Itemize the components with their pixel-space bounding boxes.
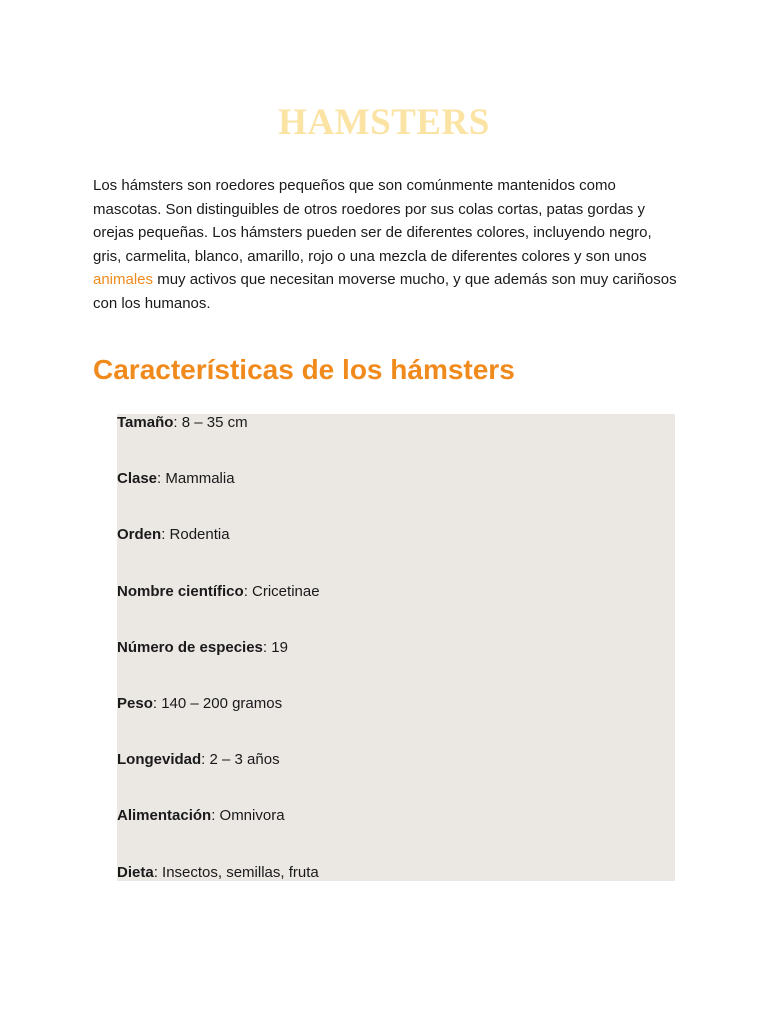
fact-row-clase: [117, 470, 675, 526]
fact-value: : Cricetinae: [243, 582, 320, 600]
intro-paragraph: [93, 174, 678, 315]
fact-value: : 8 – 35 cm: [173, 414, 248, 431]
facts-box: [117, 414, 675, 881]
fact-row-orden: [117, 526, 675, 582]
fact-label: Clase: [117, 470, 158, 488]
section-heading: Características de los hámsters: [93, 354, 515, 385]
fact-value: : 2 – 3 años: [201, 751, 280, 769]
animales-link[interactable]: animales: [93, 271, 154, 288]
fact-label: Orden: [117, 526, 162, 544]
fact-value: : Insectos, semillas, fruta: [153, 863, 319, 881]
fact-value: : Rodentia: [161, 526, 230, 544]
page-title: HAMSTERS: [278, 102, 490, 143]
fact-value: : Omnivora: [211, 807, 285, 825]
fact-label: Peso: [117, 694, 153, 712]
fact-row-numero-especies: [117, 639, 675, 695]
facts-list: [117, 414, 675, 920]
intro-text-start: Los hámsters son roedores pequeños que son comúnmente mantenidos como mascotas. Son distinguibles de otros roedores por sus colas cortas, patas gordas y orejas pequeñas. Los hámsters pueden ser de diferentes colores, incluyendo negro, gris, carmelita, blanco, amarillo, rojo o una mezcla de diferentes colores y son unos: [93, 177, 652, 265]
fact-label: Dieta: [117, 863, 154, 881]
fact-row-peso: [117, 695, 675, 751]
fact-value: : 19: [262, 638, 288, 656]
fact-row-nombre-cientifico: [117, 583, 675, 639]
fact-row-longevidad: [117, 751, 675, 807]
fact-row-dieta: [117, 864, 675, 920]
fact-value: : 140 – 200 gramos: [152, 694, 283, 712]
fact-row-alimentacion: [117, 807, 675, 863]
intro-text-end: muy activos que necesitan moverse mucho, y que además son muy cariñosos con los humanos.: [93, 271, 677, 312]
fact-label: Tamaño: [117, 414, 174, 431]
fact-label: Longevidad: [117, 751, 202, 769]
fact-label: Alimentación: [117, 807, 212, 825]
fact-row-tamano: [117, 414, 675, 470]
fact-label: Nombre científico: [117, 582, 244, 600]
fact-label: Número de especies: [117, 638, 263, 656]
fact-value: : Mammalia: [157, 470, 235, 488]
